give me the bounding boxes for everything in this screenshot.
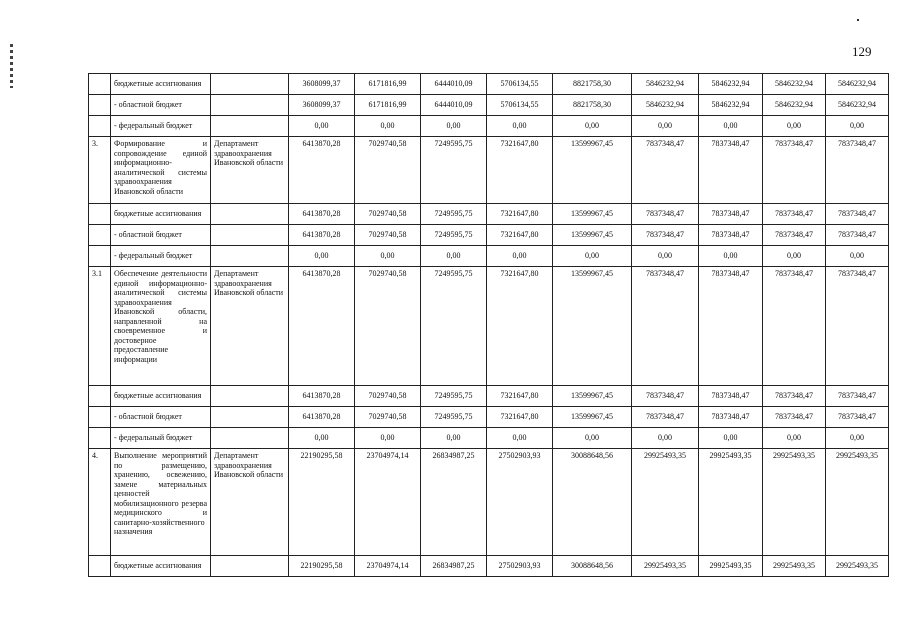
value-cell: 5846232,94 (632, 74, 699, 95)
value-cell: 6444010,09 (421, 74, 487, 95)
value-cell: 29925493,35 (699, 449, 763, 556)
value-cell: 5846232,94 (763, 74, 826, 95)
row-executor (211, 116, 289, 137)
value-cell: 7249595,75 (421, 225, 487, 246)
row-name: Обеспечение деятельности единой информационно-аналитической системы здравоохранения Ивановской области, направленной на своевременное и достоверное предоставление информации (111, 267, 211, 386)
value-cell: 7029740,58 (355, 137, 421, 204)
table-row (89, 225, 889, 246)
value-cell: 7321647,80 (487, 267, 553, 386)
table-row (89, 556, 889, 577)
row-index (89, 428, 111, 449)
value-cell: 7029740,58 (355, 204, 421, 225)
value-cell: 7837348,47 (763, 267, 826, 386)
row-name: бюджетные ассигнования (111, 556, 211, 577)
value-cell: 7837348,47 (699, 204, 763, 225)
row-index (89, 204, 111, 225)
value-cell: 7837348,47 (632, 204, 699, 225)
value-cell: 30088648,56 (553, 556, 632, 577)
value-cell: 29925493,35 (632, 449, 699, 556)
value-cell: 8821758,30 (553, 74, 632, 95)
value-cell: 7837348,47 (826, 267, 889, 386)
value-cell: 5846232,94 (699, 74, 763, 95)
row-name: - федеральный бюджет (111, 246, 211, 267)
scan-dot (857, 19, 859, 21)
value-cell: 0,00 (355, 116, 421, 137)
page-number: 129 (852, 44, 872, 59)
value-cell: 6413870,28 (289, 137, 355, 204)
table-row (89, 428, 889, 449)
row-executor (211, 225, 289, 246)
value-cell: 13599967,45 (553, 267, 632, 386)
value-cell: 0,00 (355, 246, 421, 267)
value-cell: 7837348,47 (826, 204, 889, 225)
value-cell: 6171816,99 (355, 95, 421, 116)
table-row (89, 407, 889, 428)
value-cell: 29925493,35 (763, 449, 826, 556)
value-cell: 0,00 (632, 428, 699, 449)
value-cell: 5706134,55 (487, 95, 553, 116)
value-cell: 8821758,30 (553, 95, 632, 116)
value-cell: 29925493,35 (763, 556, 826, 577)
row-index (89, 407, 111, 428)
value-cell: 5846232,94 (699, 95, 763, 116)
table-row (89, 204, 889, 225)
value-cell: 5846232,94 (632, 95, 699, 116)
value-cell: 7249595,75 (421, 267, 487, 386)
value-cell: 7249595,75 (421, 386, 487, 407)
value-cell: 5846232,94 (826, 74, 889, 95)
value-cell: 7029740,58 (355, 267, 421, 386)
row-name: бюджетные ассигнования (111, 386, 211, 407)
table-row (89, 449, 889, 556)
row-name: Формирование и сопровождение единой информационно-аналитической системы здравоохранения Ивановской области (111, 137, 211, 204)
value-cell: 7321647,80 (487, 407, 553, 428)
value-cell: 6413870,28 (289, 204, 355, 225)
value-cell: 0,00 (487, 428, 553, 449)
value-cell: 6413870,28 (289, 386, 355, 407)
row-name: - областной бюджет (111, 407, 211, 428)
table-row (89, 246, 889, 267)
value-cell: 23704974,14 (355, 449, 421, 556)
row-index (89, 386, 111, 407)
value-cell: 6413870,28 (289, 225, 355, 246)
table-row (89, 137, 889, 204)
value-cell: 7321647,80 (487, 386, 553, 407)
value-cell: 0,00 (763, 428, 826, 449)
value-cell: 0,00 (826, 246, 889, 267)
value-cell: 0,00 (826, 116, 889, 137)
row-index (89, 225, 111, 246)
value-cell: 23704974,14 (355, 556, 421, 577)
value-cell: 0,00 (487, 246, 553, 267)
value-cell: 7837348,47 (699, 137, 763, 204)
value-cell: 7249595,75 (421, 137, 487, 204)
table-row (89, 386, 889, 407)
value-cell: 7837348,47 (763, 225, 826, 246)
value-cell: 7321647,80 (487, 137, 553, 204)
value-cell: 7837348,47 (699, 407, 763, 428)
value-cell: 22190295,58 (289, 556, 355, 577)
value-cell: 0,00 (553, 246, 632, 267)
value-cell: 26834987,25 (421, 449, 487, 556)
value-cell: 7249595,75 (421, 204, 487, 225)
row-executor (211, 386, 289, 407)
table-row (89, 267, 889, 386)
value-cell: 7249595,75 (421, 407, 487, 428)
row-name: - федеральный бюджет (111, 428, 211, 449)
value-cell: 7029740,58 (355, 386, 421, 407)
value-cell: 5706134,55 (487, 74, 553, 95)
value-cell: 0,00 (826, 428, 889, 449)
value-cell: 29925493,35 (826, 449, 889, 556)
row-executor (211, 407, 289, 428)
table-row (89, 116, 889, 137)
value-cell: 27502903,93 (487, 449, 553, 556)
row-executor: Департамент здравоохранения Ивановской области (211, 267, 289, 386)
row-name: - областной бюджет (111, 225, 211, 246)
value-cell: 7837348,47 (826, 407, 889, 428)
value-cell: 6444010,09 (421, 95, 487, 116)
value-cell: 0,00 (421, 116, 487, 137)
row-index (89, 556, 111, 577)
value-cell: 7837348,47 (763, 204, 826, 225)
value-cell: 5846232,94 (826, 95, 889, 116)
table-body (89, 74, 889, 577)
row-executor: Департамент здравоохранения Ивановской области (211, 137, 289, 204)
row-index: 3. (89, 137, 111, 204)
value-cell: 6413870,28 (289, 267, 355, 386)
value-cell: 7837348,47 (826, 225, 889, 246)
value-cell: 0,00 (289, 246, 355, 267)
row-name: Выполнение мероприятий по размещению, хранению, освежению, замене материальных ценностей мобилизационного резерва медицинского и санитарно-хозяйственного назначения (111, 449, 211, 556)
value-cell: 7029740,58 (355, 407, 421, 428)
row-name: - областной бюджет (111, 95, 211, 116)
value-cell: 13599967,45 (553, 137, 632, 204)
value-cell: 7837348,47 (632, 137, 699, 204)
value-cell: 6413870,28 (289, 407, 355, 428)
table-row (89, 95, 889, 116)
binding-edge-mark (10, 44, 13, 88)
row-index: 4. (89, 449, 111, 556)
value-cell: 0,00 (553, 116, 632, 137)
value-cell: 0,00 (355, 428, 421, 449)
value-cell: 13599967,45 (553, 225, 632, 246)
value-cell: 0,00 (421, 246, 487, 267)
row-executor (211, 204, 289, 225)
row-executor (211, 74, 289, 95)
value-cell: 7837348,47 (763, 137, 826, 204)
value-cell: 13599967,45 (553, 386, 632, 407)
budget-table (88, 73, 889, 577)
value-cell: 0,00 (632, 246, 699, 267)
value-cell: 30088648,56 (553, 449, 632, 556)
row-name: бюджетные ассигнования (111, 74, 211, 95)
value-cell: 0,00 (699, 428, 763, 449)
value-cell: 7837348,47 (763, 386, 826, 407)
value-cell: 0,00 (699, 116, 763, 137)
value-cell: 0,00 (763, 246, 826, 267)
value-cell: 0,00 (487, 116, 553, 137)
value-cell: 27502903,93 (487, 556, 553, 577)
value-cell: 29925493,35 (826, 556, 889, 577)
value-cell: 7321647,80 (487, 225, 553, 246)
value-cell: 5846232,94 (763, 95, 826, 116)
value-cell: 7837348,47 (699, 225, 763, 246)
value-cell: 13599967,45 (553, 407, 632, 428)
value-cell: 7837348,47 (632, 407, 699, 428)
value-cell: 7837348,47 (632, 386, 699, 407)
value-cell: 7029740,58 (355, 225, 421, 246)
value-cell: 3608099,37 (289, 95, 355, 116)
row-executor (211, 95, 289, 116)
row-executor (211, 428, 289, 449)
value-cell: 7837348,47 (699, 386, 763, 407)
row-name: бюджетные ассигнования (111, 204, 211, 225)
row-index (89, 116, 111, 137)
row-index (89, 95, 111, 116)
value-cell: 7837348,47 (632, 225, 699, 246)
row-index (89, 74, 111, 95)
value-cell: 22190295,58 (289, 449, 355, 556)
row-name: - федеральный бюджет (111, 116, 211, 137)
value-cell: 3608099,37 (289, 74, 355, 95)
value-cell: 0,00 (421, 428, 487, 449)
value-cell: 7837348,47 (699, 267, 763, 386)
value-cell: 29925493,35 (699, 556, 763, 577)
row-index (89, 246, 111, 267)
value-cell: 0,00 (632, 116, 699, 137)
table-row (89, 74, 889, 95)
row-index: 3.1 (89, 267, 111, 386)
value-cell: 13599967,45 (553, 204, 632, 225)
value-cell: 0,00 (289, 116, 355, 137)
value-cell: 0,00 (699, 246, 763, 267)
row-executor (211, 556, 289, 577)
value-cell: 6171816,99 (355, 74, 421, 95)
value-cell: 29925493,35 (632, 556, 699, 577)
value-cell: 0,00 (763, 116, 826, 137)
row-executor (211, 246, 289, 267)
value-cell: 7837348,47 (826, 386, 889, 407)
value-cell: 7837348,47 (826, 137, 889, 204)
value-cell: 0,00 (553, 428, 632, 449)
value-cell: 26834987,25 (421, 556, 487, 577)
value-cell: 7837348,47 (632, 267, 699, 386)
value-cell: 0,00 (289, 428, 355, 449)
value-cell: 7837348,47 (763, 407, 826, 428)
row-executor: Департамент здравоохранения Ивановской области (211, 449, 289, 556)
value-cell: 7321647,80 (487, 204, 553, 225)
